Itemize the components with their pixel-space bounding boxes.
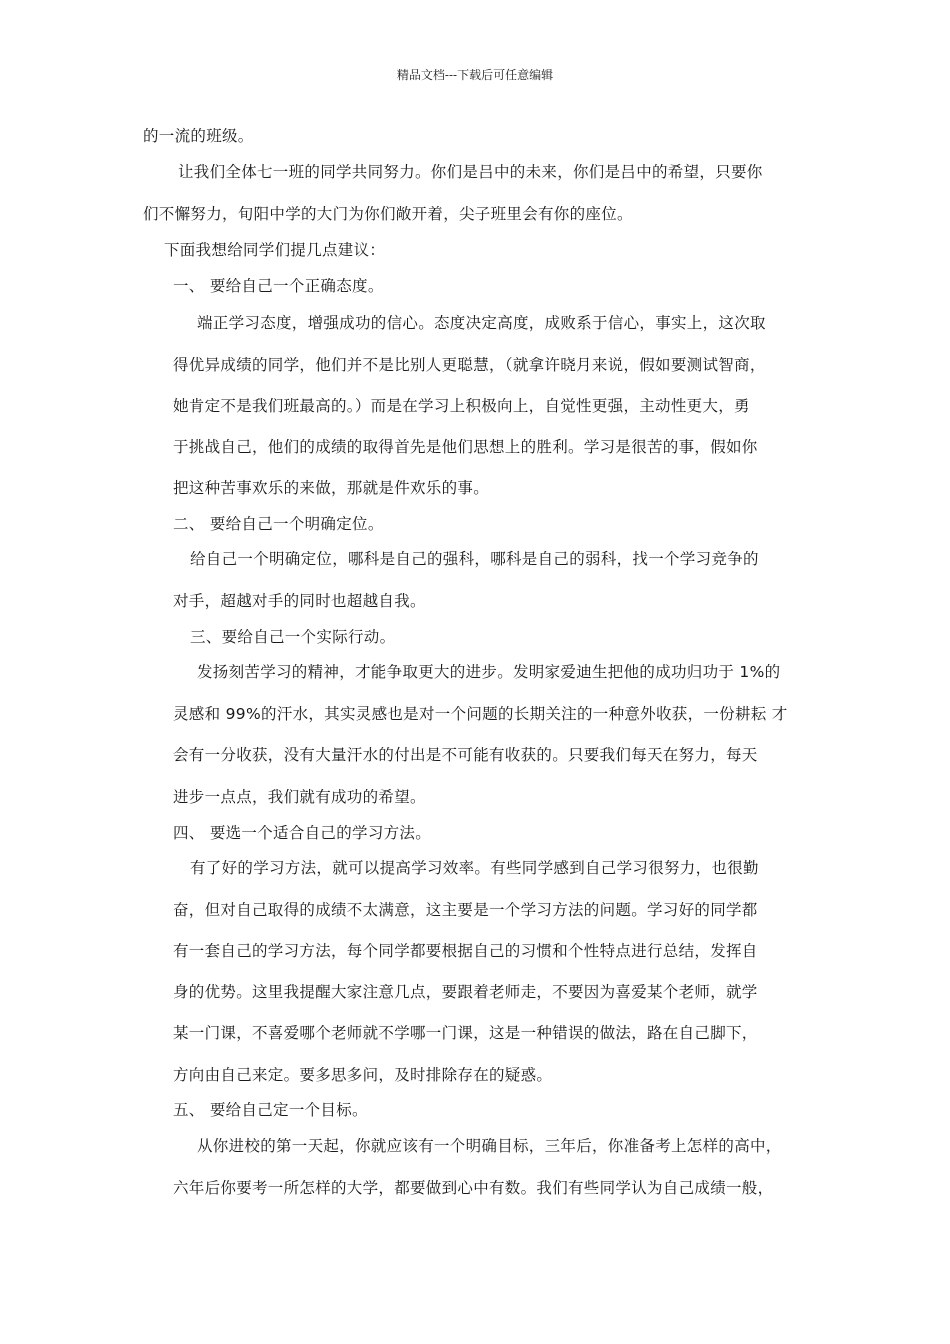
text-line: 于挑战自己，他们的成绩的取得首先是他们思想上的胜利。学习是很苦的事，假如你	[173, 438, 758, 456]
text-line: 方向由自己来定。要多思多问，及时排除存在的疑惑。	[173, 1066, 553, 1084]
section-heading: 二、 要给自己一个明确定位。	[173, 515, 384, 533]
text-line: 对手，超越对手的同时也超越自我。	[173, 592, 426, 610]
text-line: 有一套自己的学习方法，每个同学都要根据自己的习惯和个性特点进行总结，发挥自	[173, 942, 758, 960]
text-line: 某一门课，不喜爱哪个老师就不学哪一门课，这是一种错误的做法，路在自己脚下，	[173, 1024, 758, 1042]
text-line: 会有一分收获，没有大量汗水的付出是不可能有收获的。只要我们每天在努力，每天	[173, 746, 758, 764]
text-line: 的一流的班级。	[143, 127, 254, 145]
text-line: 端正学习态度，增强成功的信心。态度决定高度，成败系于信心，事实上，这次取	[197, 314, 766, 332]
text-line: 有了好的学习方法，就可以提高学习效率。有些同学感到自己学习很努力，也很勤	[190, 859, 759, 877]
text-line: 进步一点点，我们就有成功的希望。	[173, 788, 426, 806]
text-line: 下面我想给同学们提几点建议：	[164, 241, 386, 259]
text-line: 灵感和 99%的汗水，其实灵感也是对一个问题的长期关注的一种意外收获，一份耕耘 才	[173, 705, 788, 723]
text-line: 们不懈努力，旬阳中学的大门为你们敞开着，尖子班里会有你的座位。	[143, 205, 633, 223]
text-line: 得优异成绩的同学，他们并不是比别人更聪慧，（就拿许晓月来说，假如要测试智商，	[173, 356, 766, 374]
section-heading: 一、 要给自己一个正确态度。	[173, 277, 384, 295]
section-heading: 三、要给自己一个实际行动。	[190, 628, 396, 646]
text-line: 把这种苦事欢乐的来做，那就是件欢乐的事。	[173, 479, 490, 497]
text-line: 发扬刻苦学习的精神，才能争取更大的进步。发明家爱迪生把他的成功归功于 1%的	[197, 663, 781, 681]
text-line: 从你进校的第一天起，你就应该有一个明确目标，三年后，你准备考上怎样的高中，	[197, 1137, 782, 1155]
section-heading: 四、 要选一个适合自己的学习方法。	[173, 824, 432, 842]
page-header: 精品文档---下载后可任意编辑	[396, 68, 554, 82]
text-line: 她肯定不是我们班最高的。）而是在学习上积极向上，自觉性更强，主动性更大，勇	[173, 397, 750, 415]
text-line: 六年后你要考一所怎样的大学，都要做到心中有数。我们有些同学认为自己成绩一般，	[173, 1179, 774, 1197]
text-line: 奋，但对自己取得的成绩不太满意，这主要是一个学习方法的问题。学习好的同学都	[173, 901, 758, 919]
text-line: 给自己一个明确定位，哪科是自己的强科，哪科是自己的弱科，找一个学习竞争的	[190, 550, 759, 568]
section-heading: 五、 要给自己定一个目标。	[173, 1101, 368, 1119]
text-line: 让我们全体七一班的同学共同努力。你们是吕中的未来，你们是吕中的希望，只要你	[178, 163, 763, 181]
text-line: 身的优势。这里我提醒大家注意几点，要跟着老师走，不要因为喜爱某个老师，就学	[173, 983, 758, 1001]
